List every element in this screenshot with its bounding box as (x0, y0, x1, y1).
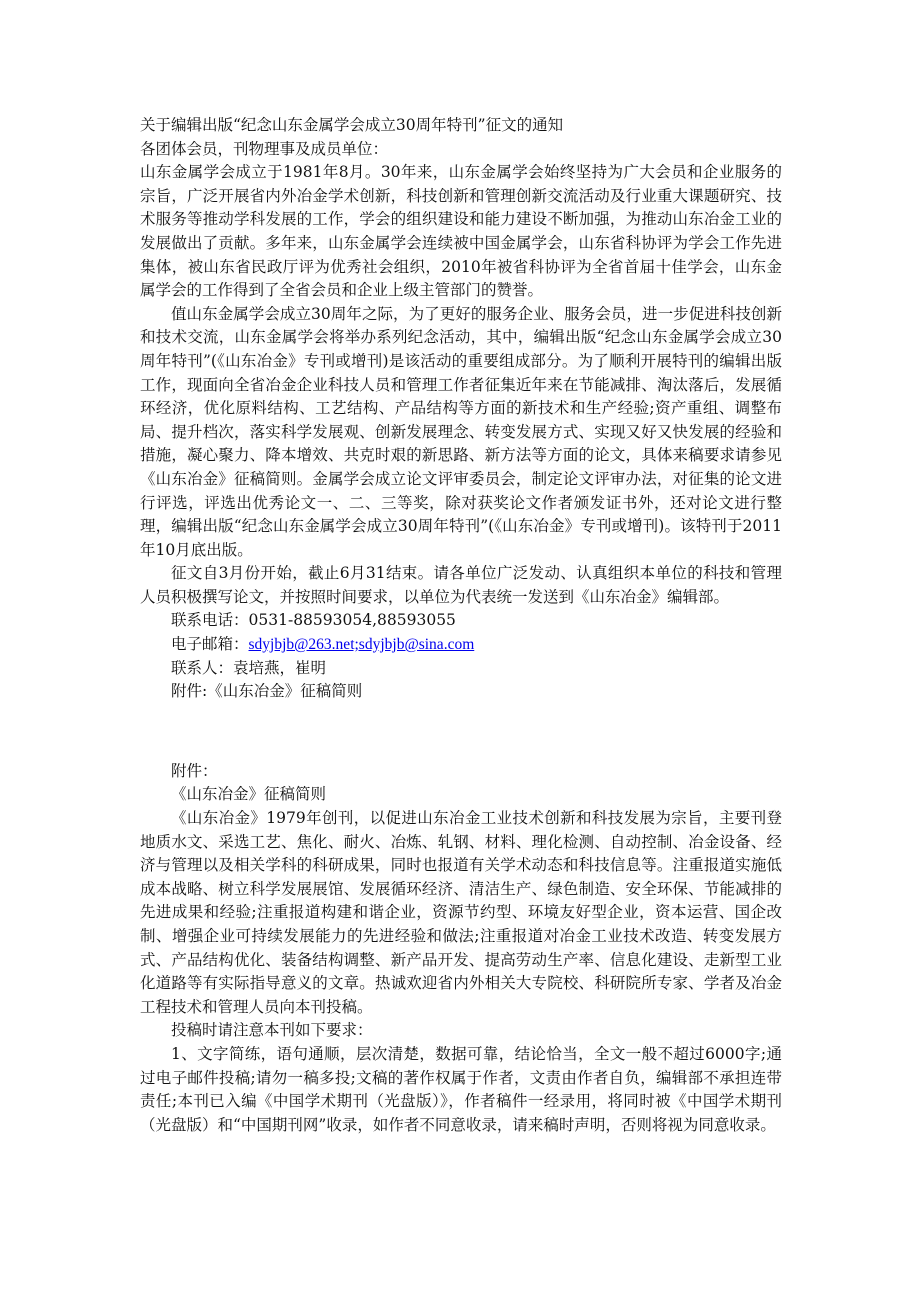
contact-phone-value: 0531-88593054,88593055 (248, 611, 456, 630)
email-link[interactable]: sdyjbjb@263.net;sdyjbjb@sina.com (248, 636, 475, 654)
attachment-label: 附件： (171, 761, 218, 780)
requirement-1: 1、文字简练，语句通顺，层次清楚，数据可靠，结论恰当，全文一般不超过6000字;通过电子邮件投稿;请勿一稿多投;文稿的著作权属于作者，文责由作者自负，编辑部不承担连带责任;本刊已入编《中国学术期刊（光盘版）》，作者稿件一经录用，将同时被《中国学术期刊（光盘版）和“中国期刊网”收录，如作者不同意收录，请来稿时声明，否则将视为同意收录。 (140, 1044, 782, 1134)
attachment-reference: 附件:《山东冶金》征稿简则 (171, 682, 363, 701)
contact-phone-label: 联系电话： (171, 611, 249, 630)
notice-salutation: 各团体会员，刊物理事及成员单位： (140, 139, 389, 158)
contact-email (140, 633, 782, 657)
notice-paragraph-3: 征文自3月份开始，截止6月31结束。请各单位广泛发动、认真组织本单位的科技和管理人员积极撰写论文，并按照时间要求，以单位为代表统一发送到《山东冶金》编辑部。 (140, 564, 782, 606)
attachment-paragraph-1: 《山东冶金》1979年创刊，以促进山东冶金工业技术创新和科技发展为宗旨，主要刊登地质水文、采选工艺、焦化、耐火、冶炼、轧钢、材料、理化检测、自动控制、冶金设备、经济与管理以及相关学科的科研成果，同时也报道有关学术动态和科技信息等。注重报道实施低成本战略、树立科学发展展馆、发展循环经济、清洁生产、绿色制造、安全环保、节能减排的先进成果和经验;注重报道构建和谐企业，资源节约型、环境友好型企业，资本运营、国企改制、增强企业可持续发展能力的先进经验和做法;注重报道对冶金工业技术改造、转变发展方式、产品结构优化、装备结构调整、新产品开发、提高劳动生产率、信息化建设、走新型工业化道路等有实际指导意义的文章。热诚欢迎省内外相关大专院校、科研院所专家、学者及冶金工程技术和管理人员向本刊投稿。 (140, 809, 782, 1016)
notice-paragraph-1: 山东金属学会成立于1981年8月。30年来，山东金属学会始终坚持为广大会员和企业服务的宗旨，广泛开展省内外冶金学术创新，科技创新和管理创新交流活动及行业重大课题研究、技术服务等推动学科发展的工作，学会的组织建设和能力建设不断加强，为推动山东冶金工业的发展做出了贡献。多年来，山东金属学会连续被中国金属学会，山东省科协评为学会工作先进集体，被山东省民政厅评为优秀社会组织，2010年被省科协评为全省首届十佳学会，山东金属学会的工作得到了全省会员和企业上级主管部门的赞誉。 (140, 163, 782, 300)
notice-paragraph-2: 值山东金属学会成立30周年之际，为了更好的服务企业、服务会员，进一步促进科技创新和技术交流，山东金属学会将举办系列纪念活动，其中，编辑出版“纪念山东金属学会成立30周年特刊”(《山东冶金》专刊或增刊)是该活动的重要组成部分。为了顺利开展特刊的编辑出版工作，现面向全省冶金企业科技人员和管理工作者征集近年来在节能减排、淘汰落后，发展循环经济，优化原料结构、工艺结构、产品结构等方面的新技术和生产经验;资产重组、调整布局、提升档次，落实科学发展观、创新发展理念、转变发展方式、实现又好又快发展的经验和措施，凝心聚力、降本增效、共克时艰的新思路、新方法等方面的论文，具体来稿要求请参见《山东冶金》征稿简则。金属学会成立论文评审委员会，制定论文评审办法，对征集的论文进行评选，评选出优秀论文一、二、三等奖，除对获奖论文作者颁发证书外，还对论文进行整理，编辑出版“纪念山东金属学会成立30周年特刊”(《山东冶金》专刊或增刊)。该特刊于2011年10月底出版。 (140, 304, 782, 559)
requirements-intro: 投稿时请注意本刊如下要求： (171, 1021, 373, 1040)
contact-email-label: 电子邮箱： (171, 635, 249, 654)
contact-person-label: 联系人： (171, 658, 234, 677)
contact-phone (140, 609, 782, 633)
contact-person-value: 袁培燕，崔明 (233, 658, 327, 677)
notice-title: 关于编辑出版“纪念山东金属学会成立30周年特刊”征文的通知 (140, 116, 564, 134)
section-spacer (140, 704, 782, 760)
attachment-title: 《山东冶金》征稿简则 (171, 785, 327, 804)
contact-person (140, 657, 782, 681)
document-page (140, 114, 782, 1137)
